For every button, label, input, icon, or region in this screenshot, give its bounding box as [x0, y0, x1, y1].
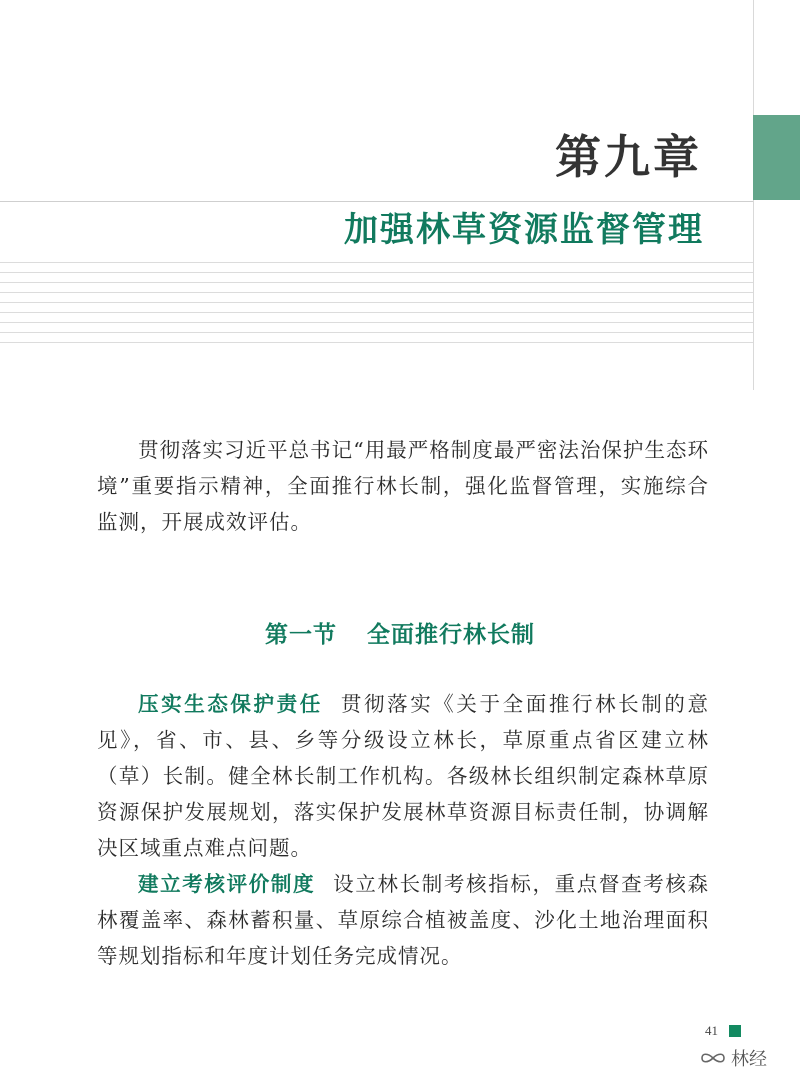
intro-paragraph: 贯彻落实习近平总书记“用最严格制度最严密法治保护生态环境”重要指示精神，全面推行林长制，强化监督管理，实施综合监测，开展成效评估。 — [97, 438, 709, 534]
section-title: 全面推行林长制 — [367, 622, 535, 648]
paragraph-text: 设立林长制考核指标，重点督查考核森林覆盖率、森林蓄积量、草原综合植被盖度、沙化土地治理面积等规划指标和年度计划任务完成情况。 — [97, 872, 710, 968]
watermark — [699, 1045, 767, 1071]
section-heading — [0, 616, 800, 649]
paragraph-lead: 建立考核评价制度 — [138, 872, 316, 896]
paragraph-text: 贯彻落实《关于全面推行林长制的意见》，省、市、县、乡等分级设立林长，草原重点省区建立林（草）长制。健全林长制工作机构。各级林长组织制定森林草原资源保护发展规划，落实保护发展林草资源目标责任制，协调解决区域重点难点问题。 — [97, 692, 710, 860]
section-number: 第一节 — [265, 622, 337, 648]
chapter-tab-marker — [753, 115, 800, 200]
page-marker — [729, 1025, 741, 1037]
watermark-text: 林经 — [731, 1049, 767, 1070]
wechat-channel-icon — [699, 1049, 727, 1067]
body-paragraph — [97, 866, 709, 974]
page-number: 41 — [705, 1023, 718, 1038]
chapter-title: 加强林草资源监督管理 — [344, 210, 704, 250]
chapter-number-title: 第九章 — [555, 130, 702, 184]
title-divider — [0, 201, 753, 202]
paragraph-lead: 压实生态保护责任 — [138, 692, 323, 716]
decorative-stripes — [0, 262, 753, 352]
body-paragraph — [97, 686, 709, 866]
